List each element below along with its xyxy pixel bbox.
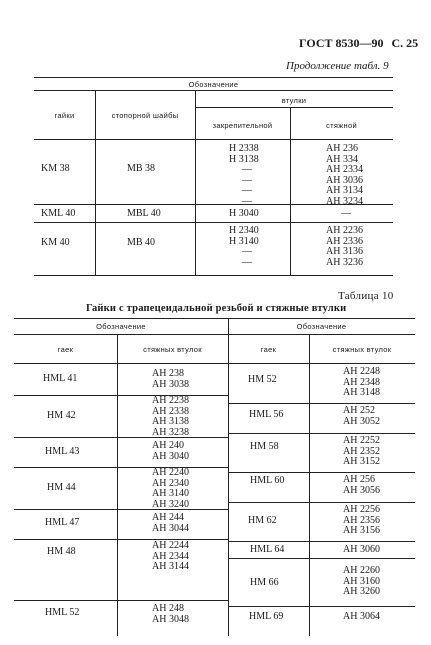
list-item: AH 3140 bbox=[152, 488, 189, 499]
list-item: — bbox=[341, 208, 351, 219]
col-lock-washer: стопорной шайбы bbox=[111, 111, 179, 120]
sleeve-list bbox=[152, 468, 189, 510]
list-item: AH 3038 bbox=[152, 378, 189, 390]
list-item: AH 3234 bbox=[326, 195, 363, 207]
list-item: AH 334 bbox=[326, 153, 358, 165]
list-item: AH 2238 bbox=[152, 395, 189, 406]
list-item: — bbox=[242, 246, 252, 257]
sleeve-list bbox=[152, 513, 189, 534]
list-item: H 3138 bbox=[229, 153, 259, 165]
list-item: AH 3060 bbox=[343, 544, 380, 555]
sleeve-list bbox=[152, 369, 189, 390]
list-item: AH 252 bbox=[343, 405, 375, 416]
washer-designation: MBL 40 bbox=[127, 208, 161, 219]
list-item: AH 3064 bbox=[343, 611, 380, 622]
col-sleeves-left: стяжных втулок bbox=[143, 345, 202, 354]
sleeve-list bbox=[152, 396, 189, 438]
col-withdrawal-sleeve: стяжной bbox=[326, 121, 357, 130]
list-item: AH 2348 bbox=[343, 376, 380, 388]
nut-designation: HM 58 bbox=[250, 441, 279, 452]
list-item: AH 3134 bbox=[326, 185, 363, 196]
adapter-list bbox=[229, 144, 259, 207]
nut-designation: KM 40 bbox=[41, 237, 70, 248]
col-adapter-sleeve: закрепительной bbox=[212, 121, 273, 130]
list-item: AH 236 bbox=[326, 143, 358, 154]
nut-designation: HM 42 bbox=[47, 410, 76, 421]
col-nuts: гайки bbox=[54, 111, 75, 120]
col-group-designation-left: Обозначение bbox=[96, 322, 146, 331]
washer-designation: MB 40 bbox=[127, 237, 156, 248]
nut-designation: HM 66 bbox=[250, 577, 279, 588]
list-item: AH 2236 bbox=[326, 225, 363, 236]
col-nuts-right: гаек bbox=[260, 345, 277, 354]
nut-designation: KM 38 bbox=[41, 163, 70, 174]
list-item: AH 238 bbox=[152, 368, 184, 379]
list-item: AH 3036 bbox=[326, 174, 363, 186]
list-item: AH 240 bbox=[152, 440, 184, 451]
list-item: AH 248 bbox=[152, 603, 184, 614]
nut-designation: HML 47 bbox=[45, 517, 80, 528]
list-item: AH 2338 bbox=[152, 405, 189, 417]
sleeve-list bbox=[152, 541, 189, 573]
list-item: AH 3052 bbox=[343, 415, 380, 427]
list-item: — bbox=[242, 185, 252, 196]
nut-designation: KML 40 bbox=[41, 208, 76, 219]
list-item: AH 3160 bbox=[343, 575, 380, 587]
nut-designation: HM 62 bbox=[248, 515, 277, 526]
list-item: AH 3048 bbox=[152, 613, 189, 625]
list-item: — bbox=[242, 195, 252, 207]
table-continuation-label: Продолжение табл. 9 bbox=[286, 60, 389, 72]
list-item: — bbox=[242, 256, 252, 268]
list-item: AH 2260 bbox=[343, 565, 380, 576]
list-item: AH 2344 bbox=[152, 550, 189, 562]
list-item: AH 2336 bbox=[326, 235, 363, 247]
nut-designation: HML 41 bbox=[43, 373, 78, 384]
list-item: AH 3240 bbox=[152, 498, 189, 510]
list-item: AH 3144 bbox=[152, 561, 189, 572]
list-item: AH 3238 bbox=[152, 426, 189, 438]
withdrawal-list bbox=[326, 226, 363, 268]
nut-designation: HML 69 bbox=[249, 611, 284, 622]
list-item: AH 3044 bbox=[152, 522, 189, 534]
washer-designation: MB 38 bbox=[127, 163, 156, 174]
sleeve-list bbox=[152, 604, 189, 625]
page-header bbox=[299, 36, 418, 51]
sleeve-list bbox=[343, 505, 380, 537]
nut-designation: HML 52 bbox=[45, 607, 80, 618]
list-item: AH 3056 bbox=[343, 484, 380, 496]
nut-designation: HM 44 bbox=[47, 482, 76, 493]
nut-designation: HML 64 bbox=[250, 544, 285, 555]
adapter-list bbox=[229, 226, 259, 268]
list-item: AH 3148 bbox=[343, 387, 380, 398]
list-item: AH 2356 bbox=[343, 514, 380, 526]
nut-designation: HML 43 bbox=[45, 446, 80, 457]
list-item: AH 3152 bbox=[343, 456, 380, 467]
withdrawal-list bbox=[326, 144, 363, 207]
standard-number: ГОСТ 8530—90 bbox=[299, 36, 384, 50]
sleeve-list bbox=[343, 475, 380, 496]
page-number: С. 25 bbox=[391, 36, 419, 50]
nut-designation: HM 52 bbox=[248, 374, 277, 385]
sleeve-list bbox=[343, 406, 380, 427]
list-item: AH 2352 bbox=[343, 445, 380, 457]
list-item: AH 256 bbox=[343, 474, 375, 485]
sleeve-list bbox=[343, 612, 380, 623]
sleeve-list bbox=[343, 566, 380, 598]
nut-designation: HML 60 bbox=[250, 475, 285, 486]
list-item: AH 3136 bbox=[326, 246, 363, 257]
list-item: AH 2240 bbox=[152, 467, 189, 478]
list-item: AH 3138 bbox=[152, 416, 189, 427]
list-item: AH 2340 bbox=[152, 477, 189, 489]
list-item: AH 2256 bbox=[343, 504, 380, 515]
list-item: — bbox=[242, 164, 252, 175]
list-item: AH 3156 bbox=[343, 525, 380, 536]
sleeve-list bbox=[343, 545, 380, 556]
col-group-designation-right: Обозначение bbox=[296, 322, 347, 331]
nut-designation: HML 56 bbox=[249, 409, 284, 420]
withdrawal-list bbox=[341, 209, 351, 220]
adapter-list bbox=[229, 209, 259, 220]
list-item: H 3140 bbox=[229, 235, 259, 247]
list-item: AH 3236 bbox=[326, 256, 363, 268]
list-item: AH 244 bbox=[152, 512, 184, 523]
list-item: AH 2248 bbox=[343, 366, 380, 377]
sleeve-list bbox=[152, 441, 189, 462]
nut-designation: HM 48 bbox=[47, 546, 76, 557]
list-item: AH 2244 bbox=[152, 540, 189, 551]
table-caption: Гайки с трапецеидальной резьбой и стяжные втулки bbox=[86, 303, 347, 314]
list-item: AH 2252 bbox=[343, 435, 380, 446]
list-item: H 2338 bbox=[229, 143, 259, 154]
list-item: — bbox=[242, 174, 252, 186]
table-number: Таблица 10 bbox=[338, 290, 394, 302]
list-item: H 2340 bbox=[229, 225, 259, 236]
col-group-designation: Обозначение bbox=[188, 80, 239, 89]
list-item: AH 3040 bbox=[152, 450, 189, 462]
list-item: H 3040 bbox=[229, 208, 259, 219]
sleeve-list bbox=[343, 436, 380, 468]
list-item: AH 3260 bbox=[343, 586, 380, 597]
col-sleeves: втулки bbox=[281, 96, 307, 105]
sleeve-list bbox=[343, 367, 380, 399]
list-item: AH 2334 bbox=[326, 164, 363, 175]
col-nuts-left: гаек bbox=[57, 345, 74, 354]
col-sleeves-right: стяжных втулок bbox=[332, 345, 392, 354]
